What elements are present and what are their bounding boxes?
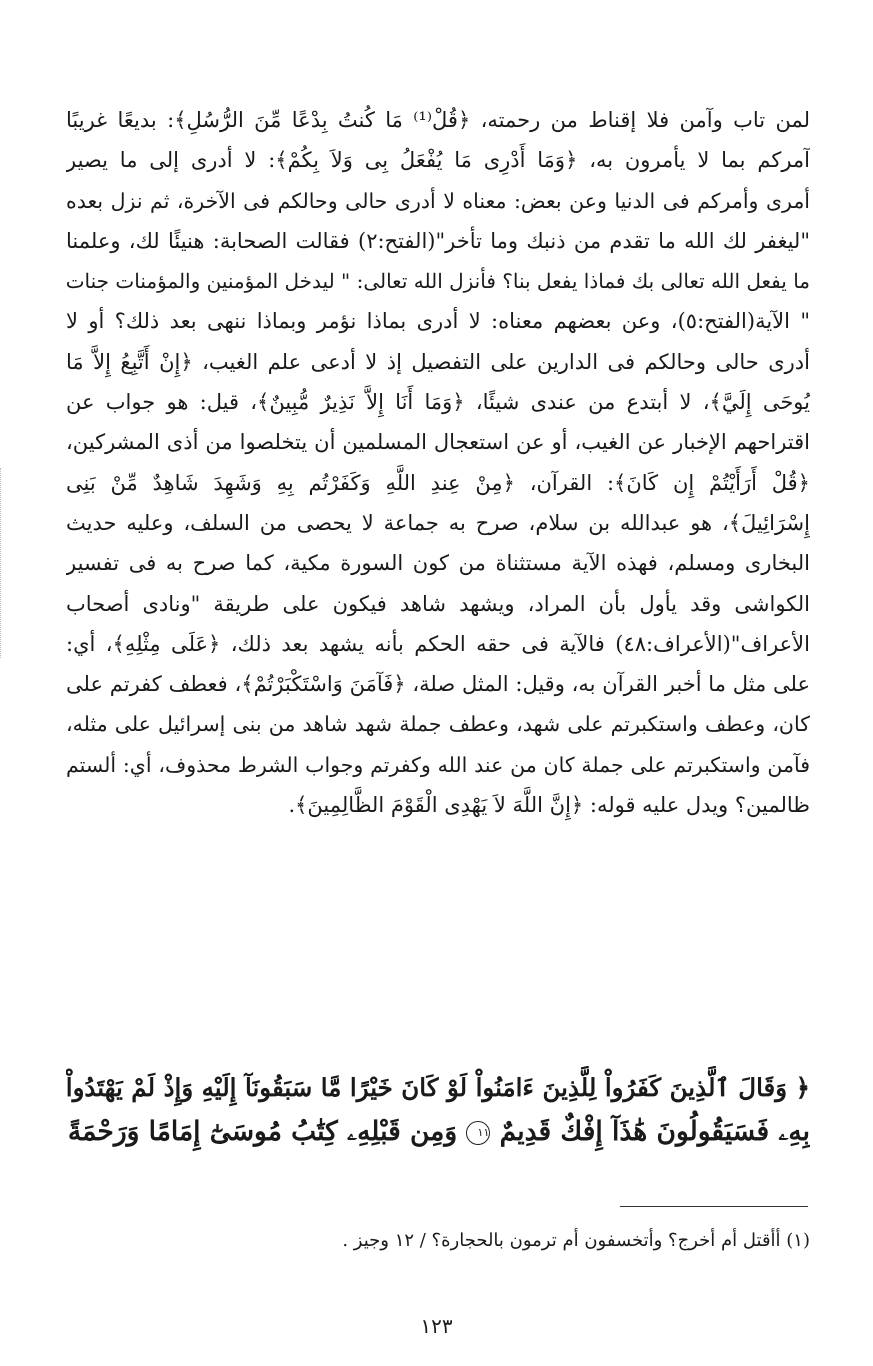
commentary-line: لمن تاب وآمن فلا إقناط من رحمته، ﴿قُلْ⁽¹⁾ مَا كُنتُ بِدْعًا مِّنَ الرُّسُلِ﴾: بديعًا غريبًا <box>66 108 810 132</box>
commentary-line: على مثل ما أخبر القرآن به، وقيل: المثل صلة، ﴿فَآمَنَ وَاسْتَكْبَرْتُمْ﴾، فعطف كفرتم على <box>66 672 810 697</box>
commentary-line: ﴿قُلْ أَرَأَيْتُمْ إِن كَانَ﴾: القرآن، ﴿مِنْ عِندِ اللَّهِ وَكَفَرْتُم بِهِ وَشَهِدَ شَاهِدٌ مِّنْ بَنِى <box>66 470 810 495</box>
ayah-number-marker: ١١ <box>466 1121 490 1145</box>
commentary-line: كان، وعطف واستكبرتم على شهد، وعطف جملة شهد شاهد من بنى إسرائيل على مثله، <box>66 712 810 737</box>
commentary-text <box>66 100 810 825</box>
commentary-line: الكواشى وقد يأول بأن المراد، ويشهد شاهد فيكون على طريقة "ونادى أصحاب <box>66 591 810 616</box>
verse-line-end: وَمِن قَبْلِهِۦ كِتَٰبُ مُوسَىٰٓ إِمَامًا وَرَحْمَةً <box>67 1116 458 1147</box>
verse-line <box>66 1110 810 1154</box>
page-edge-mark <box>0 468 6 658</box>
commentary-line: آمركم بما لا يأمرون به، ﴿وَمَا أَدْرِى مَا يُفْعَلُ بِى وَلاَ بِكُمْ﴾: لا أدرى إلى ما يصير <box>66 148 810 173</box>
commentary-line: الأعراف"(الأعراف:٤٨) فالآية فى حقه الحكم بأنه يشهد بعد ذلك، ﴿عَلَى مِثْلِهِ﴾، أي: <box>66 631 810 656</box>
commentary-line: البخارى ومسلم، فهذه الآية مستثناة من كون السورة مكية، كما صرح به فى تفسير <box>66 551 810 576</box>
verse-line: ﴿ وَقَالَ ٱلَّذِينَ كَفَرُواْ لِلَّذِينَ ءَامَنُواْ لَوْ كَانَ خَيْرًا مَّا سَبَقُونَآ إِلَيْهِ وَإِذْ لَمْ يَهْتَدُواْ <box>66 1073 810 1102</box>
footnote: (١) أأقتل أم أخرج؟ وأتخسفون أم ترمون بالحجارة؟ / ١٢ وجيز . <box>342 1230 810 1251</box>
commentary-line: "ليغفر لك الله ما تقدم من ذنبك وما تأخر"(الفتح:٢) فقالت الصحابة: هنيئًا لك، وعلمنا <box>66 228 810 253</box>
commentary-line: أدرى حالى وحالكم فى الدارين على التفصيل إذ لا أدعى علم الغيب، ﴿إِنْ أَتَّبِعُ إِلاَّ مَا <box>66 349 810 374</box>
commentary-line: أمرى وأمركم فى الدنيا وعن بعض: معناه لا أدرى حالى وحالكم فى الآخرة، ثم نزل بعده <box>66 188 810 213</box>
commentary-line: اقتراحهم الإخبار عن الغيب، أو عن استعجال المسلمين أن يتخلصوا من أذى المشركين، <box>66 430 810 455</box>
commentary-line: يُوحَى إِلَيَّ﴾، لا أبتدع من عندى شيئًا، ﴿وَمَا أَنَا إِلاَّ نَذِيرٌ مُّبِينٌ﴾، قيل: هو جواب عن <box>66 390 810 415</box>
footnote-divider <box>620 1206 808 1207</box>
verse-line-start: بِهِۦ فَسَيَقُولُونَ هَٰذَآ إِفْكٌ قَدِيمٌ <box>499 1116 810 1147</box>
page-number: ١٢٣ <box>420 1314 453 1338</box>
commentary-line: " الآية(الفتح:٥)، وعن بعضهم معناه: لا أدرى بماذا نؤمر وبماذا ننهى بعد ذلك؟ أو لا <box>66 309 810 334</box>
quran-verse <box>66 1066 810 1154</box>
commentary-line: إِسْرَائِيلَ﴾، هو عبدالله بن سلام، صرح به جماعة لا يحصى من السلف، وعليه حديث <box>66 510 810 535</box>
commentary-line: فآمن واستكبرتم على جملة كان من عند الله وكفرتم وجواب الشرط محذوف، أي: ألستم <box>66 752 810 777</box>
commentary-line: ظالمين؟ ويدل عليه قوله: ﴿إِنَّ اللَّهَ لاَ يَهْدِى الْقَوْمَ الظَّالِمِينَ﴾. <box>288 793 810 818</box>
commentary-line: ما يفعل الله تعالى بك فماذا يفعل بنا؟ فأنزل الله تعالى: " ليدخل المؤمنين والمؤمنات جنات <box>66 269 810 294</box>
